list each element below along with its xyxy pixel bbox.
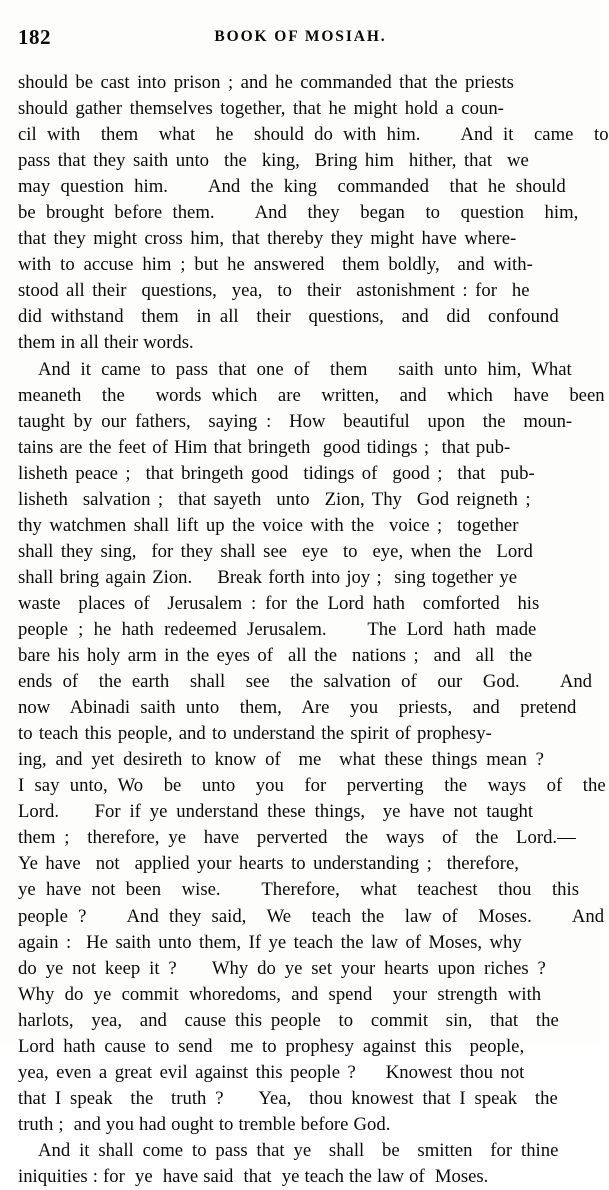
text-line: ends of the earth shall see the salvation of our God. And: [18, 671, 593, 693]
text-line: did withstand them in all their questions, and did confound: [18, 306, 559, 328]
text-line: again : He saith unto them, If ye teach the law of Moses, why: [18, 931, 522, 953]
text-line: And it shall come to pass that ye shall be smitten for thine: [38, 1139, 559, 1161]
text-line: taught by our fathers, saying : How beautiful upon the moun-: [18, 410, 573, 432]
text-line: that they might cross him, that thereby they might have where-: [18, 228, 517, 250]
text-line: stood all their questions, yea, to their astonishment : for he: [18, 280, 530, 302]
text-line: tains are the feet of Him that bringeth good tidings ; that pub-: [18, 436, 511, 458]
text-line: with to accuse him ; but he answered them boldly, and with-: [18, 254, 533, 276]
text-line: them in all their words.: [18, 332, 194, 354]
text-line: yea, even a great evil against this people ? Knowest thou not: [18, 1061, 525, 1083]
text-line: cil with them what he should do with him. And it came to: [18, 124, 609, 146]
text-line: iniquities : for ye have said that ye teach the law of Moses.: [18, 1165, 489, 1187]
text-line: ye have not been wise. Therefore, what teachest thou this: [18, 879, 579, 901]
text-line: And it came to pass that one of them saith unto him, What: [38, 358, 572, 380]
text-line: Ye have not applied your hearts to understanding ; therefore,: [18, 853, 519, 875]
text-line: do ye not keep it ? Why do ye set your hearts upon riches ?: [18, 957, 546, 979]
text-line: may question him. And the king commanded that he should: [18, 176, 566, 198]
text-line: shall they sing, for they shall see eye to eye, when the Lord: [18, 540, 533, 562]
text-line: should be cast into prison ; and he commanded that the priests: [18, 72, 514, 93]
text-line: harlots, yea, and cause this people to commit sin, that the: [18, 1009, 559, 1031]
page-number: 182: [18, 25, 51, 49]
paragraph: [18, 1138, 584, 1190]
text-line: Lord hath cause to send me to prophesy against this people,: [18, 1035, 525, 1057]
text-line: thy watchmen shall lift up the voice with the voice ; together: [18, 514, 519, 536]
text-line: truth ; and you had ought to tremble before God.: [18, 1113, 391, 1135]
text-line: Why do ye commit whoredoms, and spend your strength with: [18, 983, 542, 1005]
text-line: I say unto, Wo be unto you for perverting the ways of the: [18, 775, 606, 797]
body-text-block: [18, 70, 609, 1190]
paragraph: [18, 357, 606, 1138]
text-line: people ? And they said, We teach the law of Moses. And: [18, 905, 605, 927]
text-line: be brought before them. And they began to question him,: [18, 202, 579, 224]
text-line: should gather themselves together, that he might hold a coun-: [18, 98, 504, 120]
text-line: that I speak the truth ? Yea, thou knowest that I speak the: [18, 1087, 558, 1109]
text-line: people ; he hath redeemed Jerusalem. The Lord hath made: [18, 618, 537, 640]
text-line: to teach this people, and to understand the spirit of prophesy-: [18, 723, 492, 745]
text-line: meaneth the words which are written, and which have been: [18, 384, 605, 406]
text-line: now Abinadi saith unto them, Are you priests, and pretend: [18, 697, 577, 719]
text-line: shall bring again Zion. Break forth into joy ; sing together ye: [18, 566, 518, 588]
running-head: [18, 24, 583, 50]
text-line: lisheth salvation ; that sayeth unto Zion, Thy God reigneth ;: [18, 488, 531, 510]
text-line: waste places of Jerusalem : for the Lord hath comforted his: [18, 592, 540, 614]
running-head-title: BOOK OF MOSIAH.: [214, 28, 387, 45]
paragraph: [18, 70, 609, 357]
text-line: bare his holy arm in the eyes of all the nations ; and all the: [18, 645, 533, 667]
text-line: Lord. For if ye understand these things, ye have not taught: [18, 801, 534, 823]
text-line: lisheth peace ; that bringeth good tidings of good ; that pub-: [18, 462, 535, 484]
text-line: them ; therefore, ye have perverted the ways of the Lord.—: [18, 827, 576, 849]
text-line: ing, and yet desireth to know of me what these things mean ?: [18, 749, 544, 771]
text-line: pass that they saith unto the king, Bring him hither, that we: [18, 150, 529, 172]
